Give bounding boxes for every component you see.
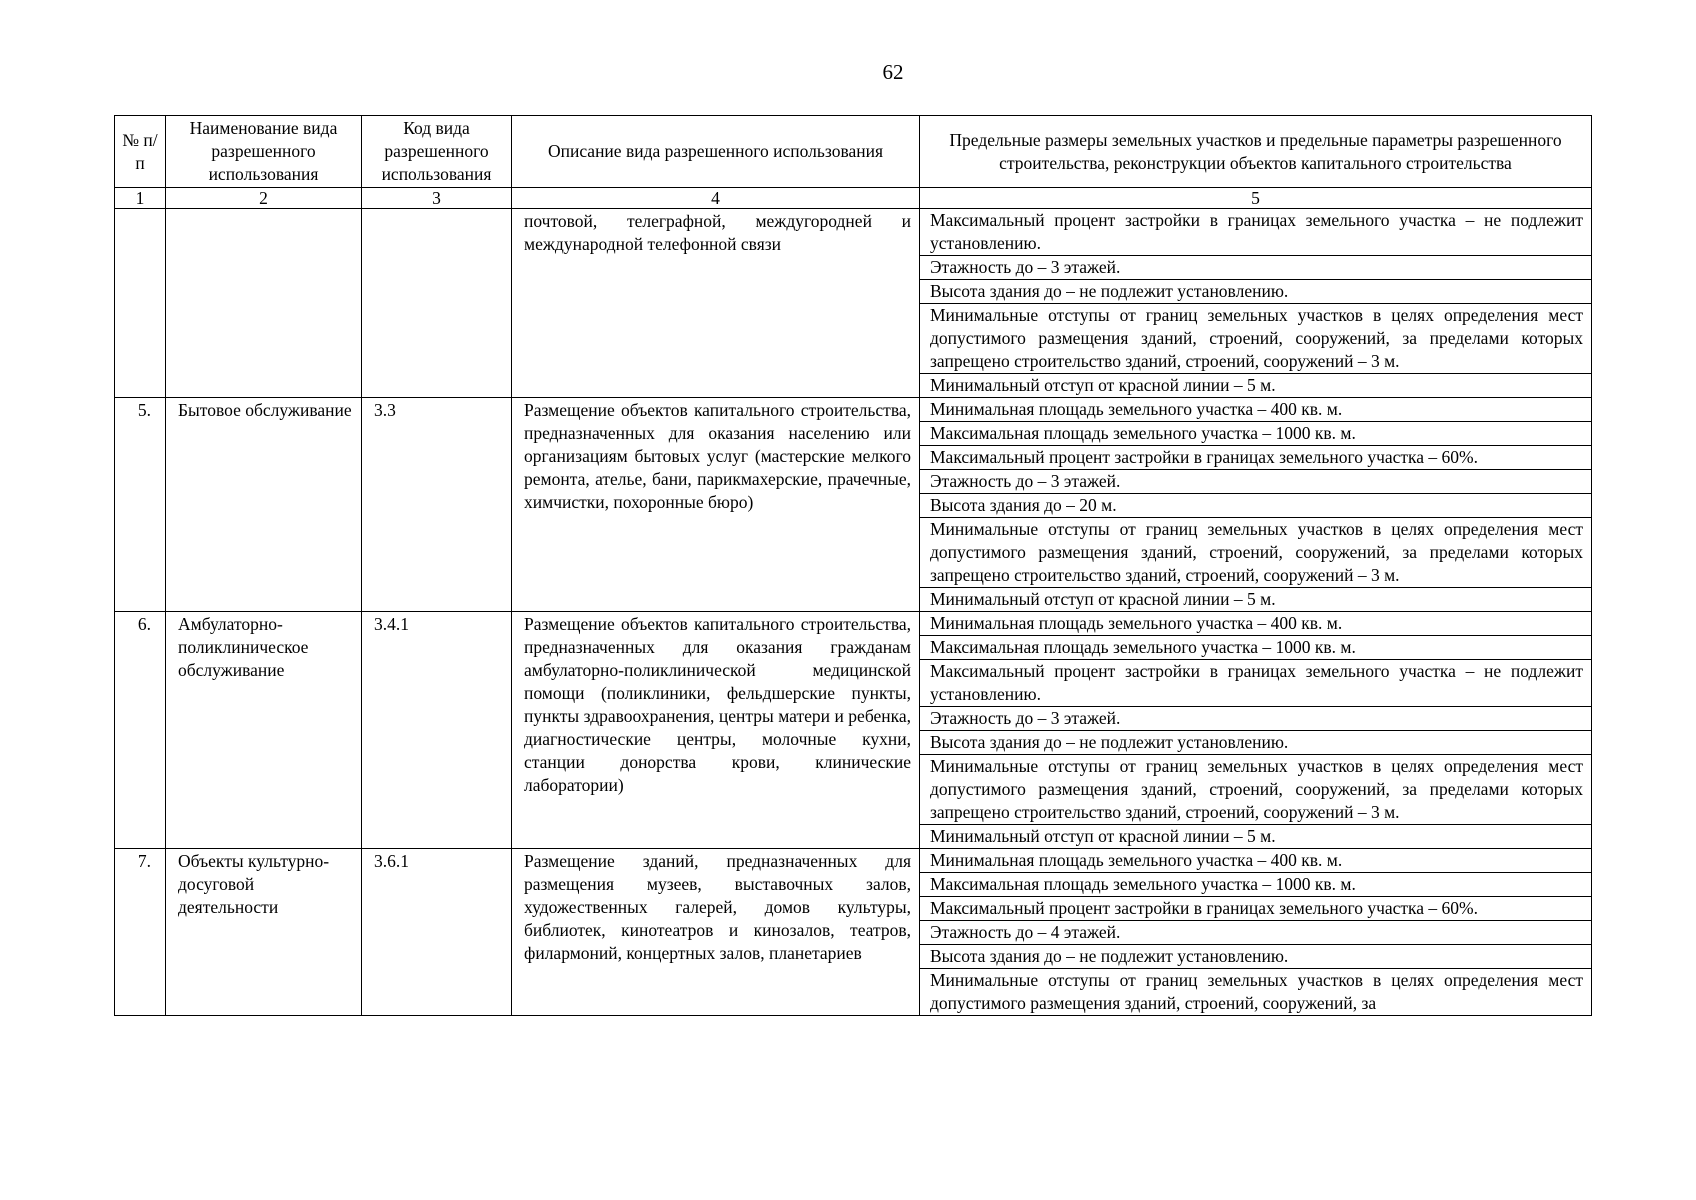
column-number: 5 [920,188,1592,209]
column-number: 1 [115,188,166,209]
parameter-item: Максимальная площадь земельного участка – 1000 кв. м. [920,873,1591,897]
header-limit-parameters: Предельные размеры земельных участков и предельные параметры разрешенного строительства, реконструкции объектов капитального строительства [920,116,1592,188]
header-use-description: Описание вида разрешенного использования [512,116,920,188]
row-use-name: Объекты культурно-досуговой деятельности [166,849,362,1016]
row-use-name [166,209,362,398]
parameter-item: Минимальный отступ от красной линии – 5 м. [930,589,1276,609]
parameter-item: Этажность до – 3 этажей. [920,256,1591,280]
row-number: 7. [115,849,166,1016]
header-use-code: Код вида разрешенного использования [362,116,512,188]
header-number: № п/п [115,116,166,188]
parameter-item: Минимальный отступ от красной линии – 5 м. [930,826,1276,846]
parameter-item: Минимальная площадь земельного участка – 400 кв. м. [920,612,1591,636]
row-use-code: 3.3 [362,398,512,612]
table-row [115,849,1592,1016]
parameter-item: Высота здания до – не подлежит установлению. [920,945,1591,969]
parameter-item: Максимальная площадь земельного участка – 1000 кв. м. [920,422,1591,446]
parameter-item: Максимальный процент застройки в границах земельного участка – не подлежит установлению. [920,209,1591,256]
row-number: 6. [115,612,166,849]
parameter-item: Минимальные отступы от границ земельных участков в целях определения мест допустимого размещения зданий, строений, сооружений, за пределами которых запрещено строительство зданий, строений, сооружений – 3 м. [920,518,1591,588]
parameter-item: Минимальные отступы от границ земельных участков в целях определения мест допустимого размещения зданий, строений, сооружений, за [930,970,1583,1013]
parameter-item: Высота здания до – 20 м. [920,494,1591,518]
row-number [115,209,166,398]
row-parameters [920,612,1592,849]
parameter-item: Высота здания до – не подлежит установлению. [920,280,1591,304]
land-use-table [114,115,1592,1016]
parameter-item: Этажность до – 4 этажей. [920,921,1591,945]
row-use-description: почтовой, телеграфной, междугородней и международной телефонной связи [512,209,920,398]
column-number-row [115,188,1592,209]
row-use-code [362,209,512,398]
column-number: 2 [166,188,362,209]
row-use-description: Размещение зданий, предназначенных для размещения музеев, выставочных залов, художественных галерей, домов культуры, библиотек, кинотеатров и кинозалов, театров, филармоний, концертных залов, планетариев [512,849,920,1016]
row-use-code: 3.4.1 [362,612,512,849]
row-use-description: Размещение объектов капитального строительства, предназначенных для оказания населению или организациям бытовых услуг (мастерские мелкого ремонта, ателье, бани, парикмахерские, прачечные, химчистки, похоронные бюро) [512,398,920,612]
column-number: 3 [362,188,512,209]
table-header-row [115,116,1592,188]
parameter-item: Высота здания до – не подлежит установлению. [920,731,1591,755]
parameter-item: Максимальный процент застройки в границах земельного участка – не подлежит установлению. [920,660,1591,707]
parameter-item: Минимальная площадь земельного участка – 400 кв. м. [920,849,1591,873]
parameter-item: Минимальная площадь земельного участка – 400 кв. м. [920,398,1591,422]
parameter-item: Максимальная площадь земельного участка – 1000 кв. м. [920,636,1591,660]
row-use-name: Бытовое обслуживание [166,398,362,612]
parameter-item: Этажность до – 3 этажей. [920,470,1591,494]
page-number: 62 [882,60,904,84]
row-use-name: Амбулаторно-поликлиническое обслуживание [166,612,362,849]
row-number: 5. [115,398,166,612]
parameter-item: Этажность до – 3 этажей. [920,707,1591,731]
table-row [115,209,1592,398]
parameter-item: Максимальный процент застройки в границах земельного участка – 60%. [920,446,1591,470]
row-use-code: 3.6.1 [362,849,512,1016]
table-row [115,612,1592,849]
parameter-item: Минимальные отступы от границ земельных участков в целях определения мест допустимого размещения зданий, строений, сооружений, за пределами которых запрещено строительство зданий, строений, сооружений – 3 м. [920,755,1591,825]
column-number: 4 [512,188,920,209]
row-parameters [920,398,1592,612]
row-parameters [920,849,1592,1016]
table-row [115,398,1592,612]
parameter-item: Минимальный отступ от красной линии – 5 м. [930,375,1276,395]
parameter-item: Минимальные отступы от границ земельных участков в целях определения мест допустимого размещения зданий, строений, сооружений, за пределами которых запрещено строительство зданий, строений, сооружений – 3 м. [920,304,1591,374]
parameter-item: Максимальный процент застройки в границах земельного участка – 60%. [920,897,1591,921]
row-parameters [920,209,1592,398]
header-use-name: Наименование вида разрешенного использования [166,116,362,188]
row-use-description: Размещение объектов капитального строительства, предназначенных для оказания гражданам амбулаторно-поликлинической медицинской помощи (поликлиники, фельдшерские пункты, пункты здравоохранения, центры матери и ребенка, диагностические центры, молочные кухни, станции донорства крови, клинические лаборатории) [512,612,920,849]
